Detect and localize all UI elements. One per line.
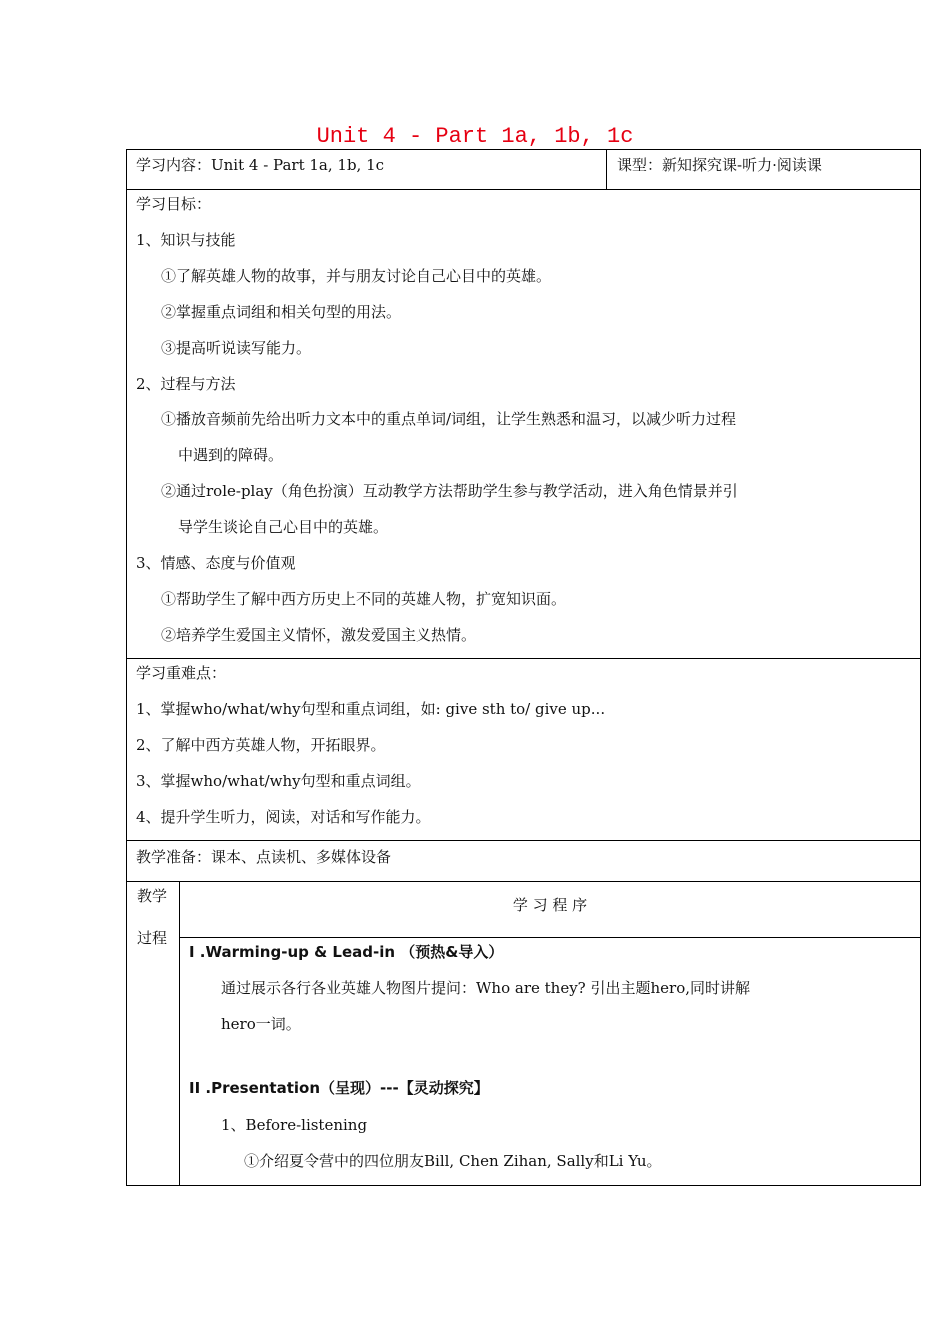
process-method-title: 2、过程与方法 xyxy=(136,375,236,393)
table-border-bottom xyxy=(126,1185,921,1186)
program-title-divider xyxy=(179,937,921,938)
header-divider xyxy=(606,149,607,190)
process-method-item-2b: 导学生谈论自己心目中的英雄。 xyxy=(178,518,389,536)
knowledge-item-2: ②掌握重点词组和相关句型的用法。 xyxy=(161,303,402,321)
process-col-divider xyxy=(179,881,180,1186)
key-point-1: 1、掌握who/what/why句型和重点词组，如: give sth to/ give up... xyxy=(136,700,606,718)
process-method-item-1a: ①播放音频前先给出听力文本中的重点单词/词组，让学生熟悉和温习，以减少听力过程 xyxy=(161,410,737,428)
teaching-preparation: 教学准备：课本、点读机、多媒体设备 xyxy=(136,848,392,866)
process-label-line-2: 过程 xyxy=(137,929,168,947)
knowledge-item-1: ①了解英雄人物的故事，并与朋友讨论自己心目中的英雄。 xyxy=(161,267,552,285)
section-1-title: I .Warming-up & Lead-in （预热&导入） xyxy=(189,943,504,961)
key-points-heading: 学习重难点： xyxy=(136,664,227,682)
emotion-item-1: ①帮助学生了解中西方历史上不同的英雄人物，扩宽知识面。 xyxy=(161,590,567,608)
table-border-left xyxy=(126,149,127,1186)
row-divider-3 xyxy=(126,840,921,841)
knowledge-item-3: ③提高听说读写能力。 xyxy=(161,339,312,357)
section-1-text-a: 通过展示各行各业英雄人物图片提问：Who are they? 引出主题hero,同时讲解 xyxy=(221,979,750,997)
row-divider-4 xyxy=(126,881,921,882)
process-method-item-1b: 中遇到的障碍。 xyxy=(178,446,284,464)
page-title: Unit 4 - Part 1a, 1b, 1c xyxy=(316,124,634,149)
row-divider-1 xyxy=(126,189,921,190)
emotion-item-2: ②培养学生爱国主义情怀，激发爱国主义热情。 xyxy=(161,626,477,644)
lesson-type: 课型：新知探究课-听力·阅读课 xyxy=(617,156,822,174)
program-title: 学 习 程 序 xyxy=(512,896,588,914)
section-2-subtitle: 1、Before-listening xyxy=(221,1116,368,1134)
key-point-2: 2、了解中西方英雄人物，开拓眼界。 xyxy=(136,736,386,754)
row-divider-2 xyxy=(126,658,921,659)
section-2-item-1: ①介绍夏令营中的四位朋友Bill, Chen Zihan, Sally和Li Yu。 xyxy=(244,1152,662,1170)
key-point-4: 4、提升学生听力，阅读，对话和写作能力。 xyxy=(136,808,431,826)
process-label-line-1: 教学 xyxy=(137,887,168,905)
content-label: 学习内容：Unit 4 - Part 1a, 1b, 1c xyxy=(136,156,385,174)
table-border-top xyxy=(126,149,921,150)
objectives-heading: 学习目标： xyxy=(136,195,212,213)
key-point-3: 3、掌握who/what/why句型和重点词组。 xyxy=(136,772,421,790)
section-1-text-b: hero一词。 xyxy=(221,1015,301,1033)
process-method-item-2a: ②通过role-play（角色扮演）互动教学方法帮助学生参与教学活动，进入角色情景并引 xyxy=(161,482,738,500)
emotion-title: 3、情感、态度与价值观 xyxy=(136,554,296,572)
table-border-right xyxy=(920,149,921,1186)
section-2-title: II .Presentation（呈现）---【灵动探究】 xyxy=(189,1079,489,1097)
knowledge-title: 1、知识与技能 xyxy=(136,231,236,249)
